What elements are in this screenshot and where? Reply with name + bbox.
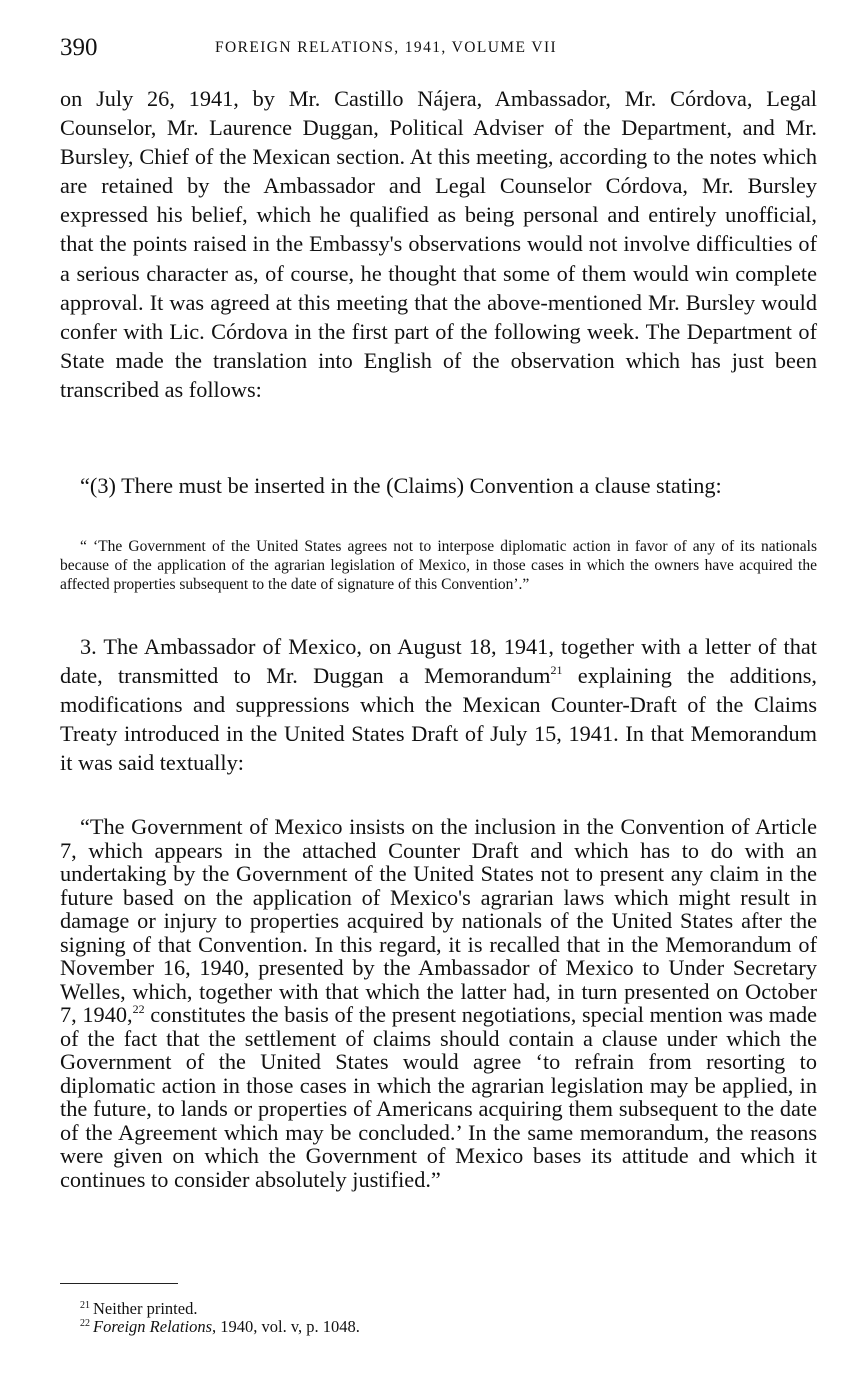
quoted-memorandum [60,815,817,1191]
footnote-reference: 21 [550,663,563,678]
paragraph-text: constitutes the basis of the present negotiations, special mention was made of the fact that the settlement of claims should contain a clause under which the Government of the United States would agree ‘to refrain from resorting to diplomatic action in those cases in which the agrarian legislation may be applied, in the future, to lands or properties of Americans acquiring them subsequent to the date of the Agreement which may be concluded.’ In the same memorandum, the reasons were given on which the Government of Mexico bases its attitude and which it continues to consider absolutely justified.” [60,1002,817,1192]
footnote-22 [80,1314,360,1337]
footnote-marker: 22 [80,1318,90,1329]
footnote-divider [60,1283,178,1284]
footnote-text: Neither printed. [93,1299,198,1318]
paragraph-meeting-account: on July 26, 1941, by Mr. Castillo Nájera, Ambassador, Mr. Córdova, Legal Counselor, Mr. Laurence Duggan, Political Adviser of the Department, and Mr. Bursley, Chief of the Mexican section. At this meeting, according to the notes which are retained by the Ambassador and Legal Counselor Córdova, Mr. Bursley expressed his belief, which he qualified as being personal and entirely unofficial, that the points raised in the Embassy's observations would not involve difficulties of a serious character as, of course, he thought that some of them would win complete approval. It was agreed at this meeting that the above-mentioned Mr. Bursley would confer with Lic. Córdova in the first part of the following week. The Department of State made the translation into English of the observation which has just been transcribed as follows: [60,86,817,402]
paragraph-text: 3. The Ambassador of Mexico, on August 18, 1941, together with a letter of that date, transmitted to Mr. Duggan a Memorandum [60,634,817,689]
footnote-text: , 1940, vol. v, p. 1048. [212,1317,360,1336]
running-head: FOREIGN RELATIONS, 1941, VOLUME VII [215,39,558,56]
page-header [60,34,817,62]
page-number: 390 [60,34,98,61]
paragraph-memorandum [60,632,817,777]
footnote-marker: 21 [80,1300,90,1311]
footnote-reference: 22 [132,1002,145,1016]
paragraph-text: “The Government of Mexico insists on the inclusion in the Convention of Article 7, which appears in the attached Counter Draft and which has to do with an undertaking by the Government of the United States not to present any claim in the future based on the application of Mexico's agrarian laws which might result in damage or injury to properties acquired by nationals of the United States after the signing of that Convention. In this regard, it is recalled that in the Memorandum of November 16, 1940, presented by the Ambassador of Mexico to Under Secretary Welles, which, together with that which the latter had, in turn presented on October 7, 1940, [60,814,817,1027]
footnote-title: Foreign Relations [93,1317,212,1336]
paragraph-text: explaining the additions, modifications and suppressions which the Mexican Counter-Draft of the Claims Treaty introduced in the United States Draft of July 15, 1941. In that Memorandum it was said textually: [60,663,817,776]
quoted-clause: “ ‘The Government of the United States agrees not to interpose diplomatic action in favor of any of its nationals because of the application of the agrarian legislation of Mexico, in those cases in which the owners have acquired the affected properties subsequent to the date of signature of this Convention’.” [60,538,817,594]
paragraph-clause-intro: “(3) There must be inserted in the (Claims) Convention a clause stating: [80,473,722,498]
